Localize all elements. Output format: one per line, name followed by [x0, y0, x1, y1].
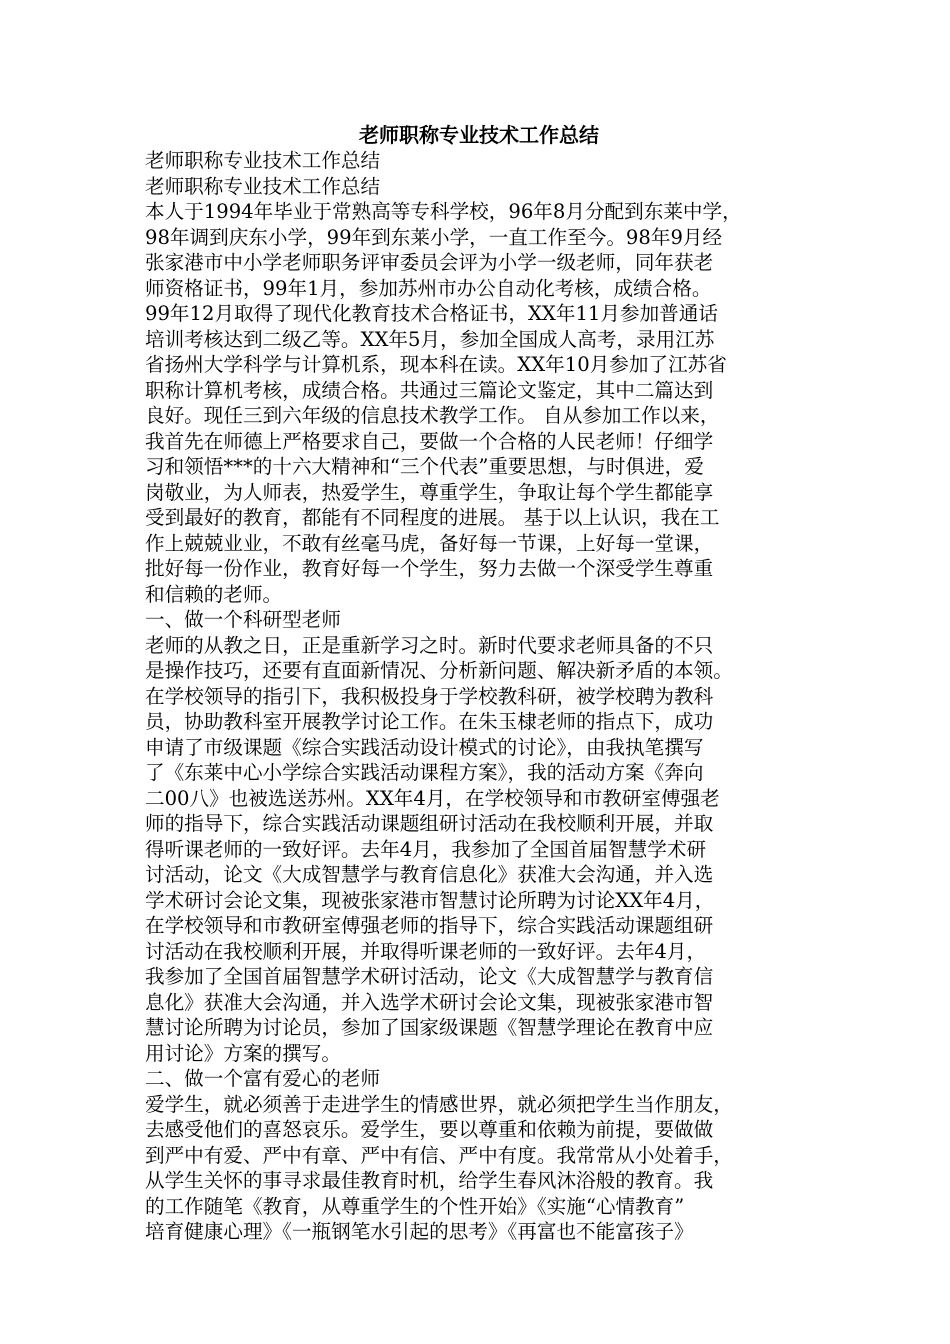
text-line: 用讨论》方案的撰写。	[145, 1041, 341, 1065]
text-line: 张家港市中小学老师职务评审委员会评为小学一级老师，同年获老	[145, 251, 714, 274]
document-subtitle: 老师职称专业技术工作总结	[145, 174, 381, 198]
text-line: 省扬州大学科学与计算机系，现本科在读。XX年10月参加了江苏省	[145, 353, 727, 376]
text-line: 在学校领导和市教研室傅强老师的指导下，综合实践活动课题组研	[145, 914, 714, 937]
text-line: 申请了市级课题《综合实践活动设计模式的讨论》，由我执笔撰写	[145, 735, 704, 759]
text-line: 良好。现任三到六年级的信息技术教学工作。 自从参加工作以来，	[145, 404, 720, 427]
text-line: 了《东莱中心小学综合实践活动课程方案》，我的活动方案《奔向	[145, 761, 704, 784]
section-heading: 一、做一个科研型老师	[145, 608, 341, 631]
text-line: 培育健康心理》《一瓶钢笔水引起的思考》《再富也不能富孩子》	[145, 1220, 694, 1243]
text-line: 是操作技巧，还要有直面新情况、分析新问题、解决新矛盾的本领。	[145, 659, 733, 682]
text-line: 习和领悟***的十六大精神和“三个代表”重要思想，与时俱进，爱	[145, 455, 704, 478]
text-line: 讨活动在我校顺利开展，并取得听课老师的一致好评。去年4月，	[145, 939, 707, 963]
text-line: 慧讨论所聘为讨论员，参加了国家级课题《智慧学理论在教育中应	[145, 1016, 714, 1039]
text-line: 讨活动，论文《大成智慧学与教育信息化》获准大会沟通，并入选	[145, 863, 714, 886]
section-heading: 二、做一个富有爱心的老师	[145, 1067, 381, 1090]
text-line: 爱学生，就必须善于走进学生的情感世界，就必须把学生当作朋友，	[145, 1092, 733, 1116]
text-line: 息化》获准大会沟通，并入选学术研讨会论文集，现被张家港市智	[145, 990, 714, 1014]
text-line: 职称计算机考核，成绩合格。共通过三篇论文鉴定，其中二篇达到	[145, 378, 714, 402]
text-line: 99年12月取得了现代化教育技术合格证书，XX年11月参加普通话	[145, 302, 718, 325]
text-line: 员，协助教科室开展教学讨论工作。在朱玉棣老师的指点下，成功	[145, 710, 714, 733]
text-line: 本人于1994年毕业于常熟高等专科学校，96年8月分配到东莱中学，	[145, 200, 742, 223]
text-line: 到严中有爱、严中有章、严中有信、严中有度。我常常从小处着手，	[145, 1143, 733, 1167]
text-line: 我参加了全国首届智慧学术研讨活动，论文《大成智慧学与教育信	[145, 965, 714, 988]
text-line: 得听课老师的一致好评。去年4月，我参加了全国首届智慧学术研	[145, 837, 707, 861]
text-line: 批好每一份作业，教育好每一个学生，努力去做一个深受学生尊重	[145, 557, 714, 580]
text-line: 受到最好的教育，都能有不同程度的进展。 基于以上认识，我在工	[145, 506, 720, 529]
section-research-teacher	[145, 607, 813, 1066]
text-line: 和信赖的老师。	[145, 582, 283, 606]
document-page	[145, 122, 813, 1245]
text-line: 在学校领导的指引下，我积极投身于学校教科研，被学校聘为教科	[145, 684, 714, 708]
section-caring-teacher	[145, 1066, 813, 1245]
intro-paragraph	[145, 199, 813, 607]
text-line: 我首先在师德上严格要求自己，要做一个合格的人民老师！仔细学	[145, 429, 714, 453]
text-line: 从学生关怀的事寻求最佳教育时机，给学生春风沐浴般的教育。我	[145, 1169, 714, 1192]
text-line: 培训考核达到二级乙等。XX年5月，参加全国成人高考，录用江苏	[145, 327, 715, 351]
text-line: 学术研讨会论文集，现被张家港市智慧讨论所聘为讨论XX年4月，	[145, 888, 715, 912]
document-subtitle: 老师职称专业技术工作总结	[145, 149, 381, 172]
text-line: 去感受他们的喜怒哀乐。爱学生，要以尊重和依赖为前提，要做做	[145, 1118, 714, 1141]
text-line: 老师的从教之日，正是重新学习之时。新时代要求老师具备的不只	[145, 633, 714, 657]
text-line: 的工作随笔《教育，从尊重学生的个性开始》《实施“心情教育”	[145, 1194, 685, 1218]
text-line: 二00八》也被选送苏州。XX年4月，在学校领导和市教研室傅强老	[145, 786, 720, 810]
text-line: 作上兢兢业业，不敢有丝毫马虎，备好每一节课，上好每一堂课，	[145, 531, 714, 555]
text-line: 师资格证书，99年1月，参加苏州市办公自动化考核，成绩合格。	[145, 276, 712, 300]
document-title: 老师职称专业技术工作总结	[359, 123, 599, 147]
text-line: 师的指导下，综合实践活动课题组研讨活动在我校顺利开展，并取	[145, 812, 714, 835]
text-line: 98年调到庆东小学，99年到东莱小学，一直工作至今。98年9月经	[145, 225, 723, 249]
text-line: 岗敬业，为人师表，热爱学生，尊重学生，争取让每个学生都能享	[145, 480, 714, 504]
